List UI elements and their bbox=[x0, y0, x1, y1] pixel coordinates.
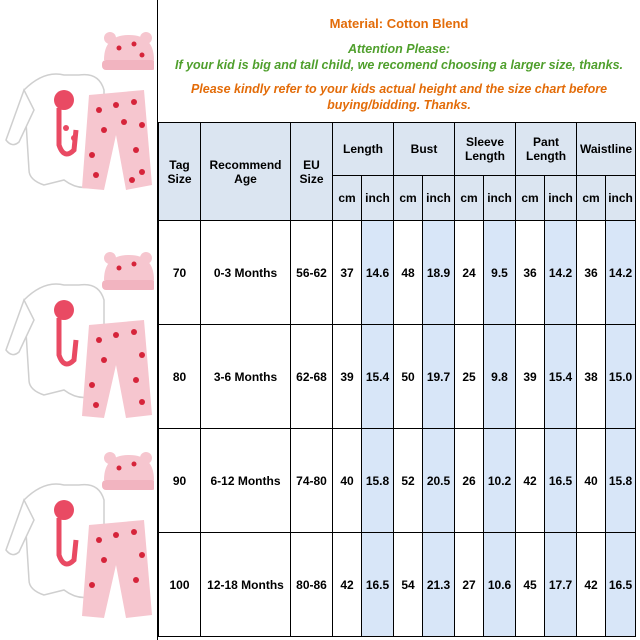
header-cm: cm bbox=[333, 176, 362, 221]
length-inch-cell: 15.8 bbox=[362, 429, 394, 533]
length-cm-cell: 37 bbox=[333, 221, 362, 325]
header-recommend-age: Recommend Age bbox=[201, 123, 291, 221]
pant-cm-cell: 45 bbox=[516, 533, 545, 637]
attention-title: Attention Please: bbox=[347, 42, 451, 56]
header-length: Length bbox=[333, 123, 394, 176]
kindly-refer-line-1: Please kindly refer to your kids actual height and the size chart before bbox=[190, 82, 608, 96]
header-tag-size: Tag Size bbox=[159, 123, 201, 221]
eu-size-cell: 74-80 bbox=[291, 429, 333, 533]
age-cell: 3-6 Months bbox=[201, 325, 291, 429]
baby-outfit-image bbox=[4, 30, 154, 200]
baby-outfit-image bbox=[4, 250, 154, 420]
age-cell: 12-18 Months bbox=[201, 533, 291, 637]
baby-outfit-image bbox=[4, 450, 154, 620]
table-row bbox=[159, 325, 636, 429]
header-inch: inch bbox=[606, 176, 636, 221]
header-waistline: Waistline bbox=[577, 123, 636, 176]
material-text: Material: Cotton Blend bbox=[329, 16, 469, 31]
header-bust: Bust bbox=[394, 123, 455, 176]
waist-cm-cell: 42 bbox=[577, 533, 606, 637]
length-inch-cell: 15.4 bbox=[362, 325, 394, 429]
waist-cm-cell: 36 bbox=[577, 221, 606, 325]
header-inch: inch bbox=[484, 176, 516, 221]
pant-cm-cell: 36 bbox=[516, 221, 545, 325]
length-inch-cell: 14.6 bbox=[362, 221, 394, 325]
table-row bbox=[159, 221, 636, 325]
sleeve-inch-cell: 9.5 bbox=[484, 221, 516, 325]
bust-inch-cell: 18.9 bbox=[423, 221, 455, 325]
eu-size-cell: 56-62 bbox=[291, 221, 333, 325]
sleeve-cm-cell: 24 bbox=[455, 221, 484, 325]
size-chart-table bbox=[158, 122, 636, 637]
header-inch: inch bbox=[423, 176, 455, 221]
length-cm-cell: 42 bbox=[333, 533, 362, 637]
header-cm: cm bbox=[394, 176, 423, 221]
waist-inch-cell: 14.2 bbox=[606, 221, 636, 325]
waist-cm-cell: 40 bbox=[577, 429, 606, 533]
pant-inch-cell: 14.2 bbox=[545, 221, 577, 325]
header-sleeve-length: Sleeve Length bbox=[455, 123, 516, 176]
header-inch: inch bbox=[545, 176, 577, 221]
waist-inch-cell: 16.5 bbox=[606, 533, 636, 637]
tag-size-cell: 80 bbox=[159, 325, 201, 429]
length-inch-cell: 16.5 bbox=[362, 533, 394, 637]
pant-inch-cell: 16.5 bbox=[545, 429, 577, 533]
tag-size-cell: 90 bbox=[159, 429, 201, 533]
bust-inch-cell: 20.5 bbox=[423, 429, 455, 533]
eu-size-cell: 62-68 bbox=[291, 325, 333, 429]
header-pant-length: Pant Length bbox=[516, 123, 577, 176]
sleeve-inch-cell: 9.8 bbox=[484, 325, 516, 429]
age-cell: 6-12 Months bbox=[201, 429, 291, 533]
waist-inch-cell: 15.8 bbox=[606, 429, 636, 533]
header-cm: cm bbox=[455, 176, 484, 221]
sleeve-inch-cell: 10.2 bbox=[484, 429, 516, 533]
header-cm: cm bbox=[577, 176, 606, 221]
bust-cm-cell: 48 bbox=[394, 221, 423, 325]
size-chart-header bbox=[158, 0, 640, 122]
pant-inch-cell: 17.7 bbox=[545, 533, 577, 637]
bust-cm-cell: 54 bbox=[394, 533, 423, 637]
header-inch: inch bbox=[362, 176, 394, 221]
sleeve-cm-cell: 26 bbox=[455, 429, 484, 533]
bust-inch-cell: 21.3 bbox=[423, 533, 455, 637]
attention-body: If your kid is big and tall child, we recomend choosing a larger size, thanks. bbox=[174, 58, 624, 72]
waist-cm-cell: 38 bbox=[577, 325, 606, 429]
tag-size-cell: 100 bbox=[159, 533, 201, 637]
pant-inch-cell: 15.4 bbox=[545, 325, 577, 429]
tag-size-cell: 70 bbox=[159, 221, 201, 325]
bust-inch-cell: 19.7 bbox=[423, 325, 455, 429]
pant-cm-cell: 39 bbox=[516, 325, 545, 429]
table-row bbox=[159, 533, 636, 637]
sleeve-cm-cell: 27 bbox=[455, 533, 484, 637]
bust-cm-cell: 50 bbox=[394, 325, 423, 429]
age-cell: 0-3 Months bbox=[201, 221, 291, 325]
sleeve-cm-cell: 25 bbox=[455, 325, 484, 429]
pant-cm-cell: 42 bbox=[516, 429, 545, 533]
waist-inch-cell: 15.0 bbox=[606, 325, 636, 429]
kindly-refer-line-2: buying/bidding. Thanks. bbox=[327, 98, 471, 112]
header-cm: cm bbox=[516, 176, 545, 221]
sleeve-inch-cell: 10.6 bbox=[484, 533, 516, 637]
product-photo-column bbox=[0, 0, 158, 640]
length-cm-cell: 40 bbox=[333, 429, 362, 533]
table-row bbox=[159, 429, 636, 533]
length-cm-cell: 39 bbox=[333, 325, 362, 429]
header-eu-size: EU Size bbox=[291, 123, 333, 221]
eu-size-cell: 80-86 bbox=[291, 533, 333, 637]
bust-cm-cell: 52 bbox=[394, 429, 423, 533]
